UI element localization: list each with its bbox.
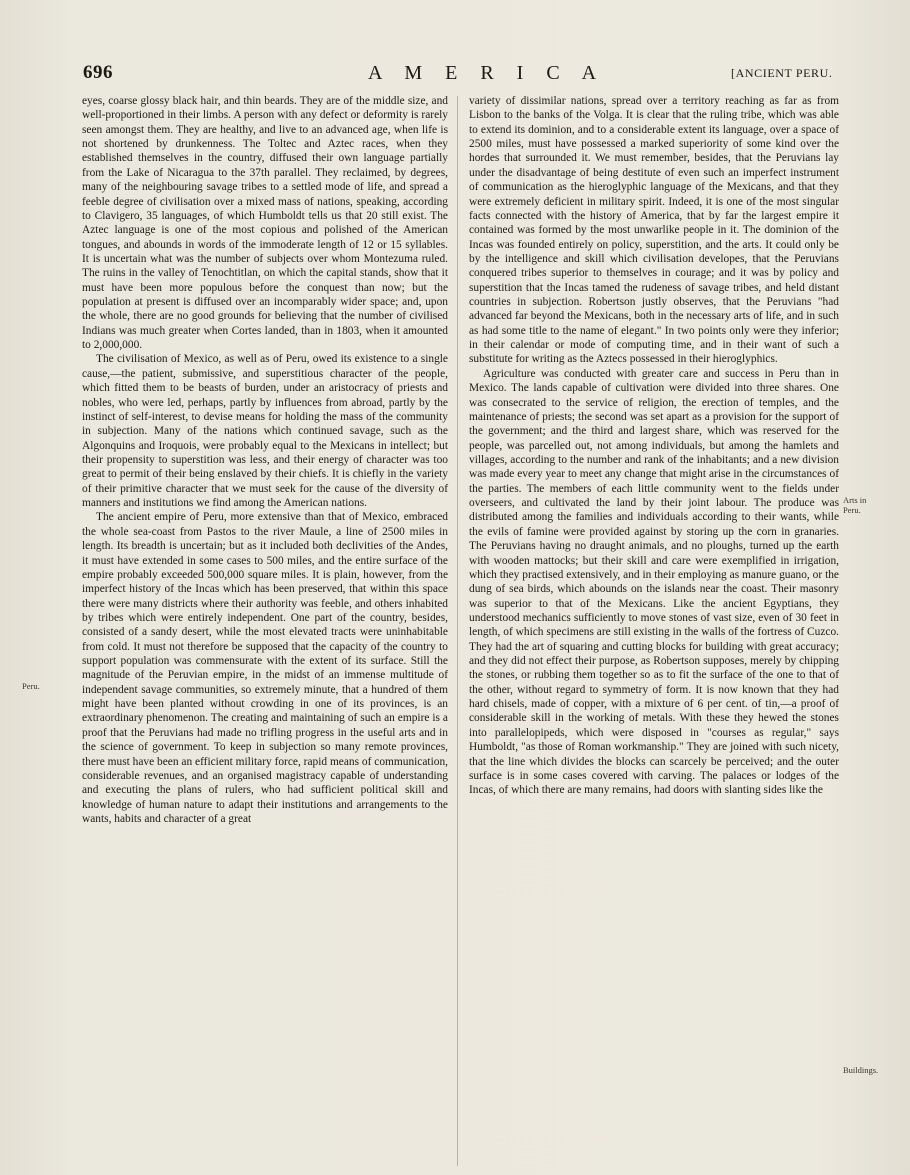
paragraph: eyes, coarse glossy black hair, and thin beards. They are of the middle size, and well-proportioned in their limbs. A person with any defect or deformity is rarely seen amongst them. They are healthy, and live to an advanced age, when life is not shortened by drunkenness. The Toltec and Aztec races, when they established themselves in the country, diffused their own language partially from the Lake of Nicaragua to the 37th parallel. They reclaimed, by degrees, many of the neighbouring savage tribes to a settled mode of life, and spread a feeble degree of civilisation over a mixed mass of nations, speaking, according to Clavigero, 35 languages, of which Humboldt tells us that 20 still exist. The Aztec language is one of the most copious and polished of the American tongues, and abounds in words of the immoderate length of 12 or 15 syllables. It is uncertain what was the number of subjects over whom Montezuma ruled. The ruins in the valley of Tenochtitlan, on which the capital stands, show that it must have been more populous before the conquest than now; but the population at present is diffused over an incomparably wider space; and, upon the whole, there are no good grounds for believing that the number of civilised Indians was much greater when Cortes landed, than in 1803, when it amounted to 2,000,000. <box>82 95 448 352</box>
right-column <box>469 94 839 798</box>
paragraph: The ancient empire of Peru, more extensive than that of Mexico, embraced the whole sea-coast from Pastos to the river Maule, a line of 2500 miles in length. Its breadth is uncertain; but as it included both declivities of the Andes, it must have extended in some cases to 500 miles, and the entire surface of the empire probably exceeded 500,000 square miles. It is plain, however, from the imperfect history of the Incas which has been preserved, that within this space there were many districts where their authority was feeble, and others inhabited by tribes which were entirely independent. One part of the country, besides, consisted of a sandy desert, while the most elevated tracts were uninhabitable from cold. It must not therefore be supposed that the capacity of the country to support population was commensurate with the extent of its surface. Still the magnitude of the Peruvian empire, in the midst of an immense multitude of independent savage communities, so extremely minute, that a hundred of them might have been planted without crowding in one of its provinces, is an extraordinary phenomenon. The creating and maintaining of such an empire is a proof that the Peruvians had made no trifling progress in the useful arts and in the science of government. To keep in subjection so many remote provinces, there must have been an efficient military force, rapid means of communication, considerable revenues, and an organised magistracy capable of understanding and executing the plans of rulers, who had sufficient political skill and knowledge of human nature to adapt their institutions and arrangements to the wants, habits and character of a great <box>82 511 448 825</box>
margin-note-peru: Peru. <box>22 681 40 691</box>
column-divider <box>457 96 458 1166</box>
section-heading: [ANCIENT PERU. <box>731 66 833 80</box>
margin-note-buildings: Buildings. <box>843 1065 879 1075</box>
paragraph: Agriculture was conducted with greater care and success in Peru than in Mexico. The lands capable of cultivation were divided into three shares. One was consecrated to the service of religion, the erection of temples, and the maintenance of priests; the second was set apart as a provision for the support of the government; and the third and largest share, which was reserved for the people, was parcelled out, not among individuals, but among the hamlets and villages, according to the number and rank of the inhabitants; and a new division was made every year to meet any change that might arise in the circumstances of the parties. The members of each little community went to the fields under overseers, and cultivated the land by their joint labour. The produce was distributed among the families and individuals according to their wants, while the evils of famine were provided against by storing up the corn in granaries. The Peruvians having no draught animals, and no ploughs, turned up the earth with wooden mattocks; but their skill and care were exemplified in irrigation, which they practised extensively, and in their employing as manure guano, or the dung of sea birds, which abounds on the islands near the coast. Their masonry was superior to that of the Mexicans. Like the ancient Egyptians, they understood mechanics sufficiently to move stones of vast size, even of 30 feet in length, of which specimens are still existing in the walls of the fortress of Cuzco. They had the art of squaring and cutting blocks for building with great accuracy; and they did not effect their purpose, as Robertson supposes, merely by chipping the stones, or rubbing them together so as to fit the surface of the one to that of the other, without regard to symmetry of form. It is now known that they had hard chisels, made of copper, with a mixture of 6 per cent. of tin,—a proof of considerable skill in the working of metals. With these they hewed the stones into parallelopipeds, which were disposed in "courses as regular," says Humboldt, "as those of Roman workmanship." They are joined with such nicety, that the line which divides the blocks can scarcely be perceived; and the outer surface is in some cases covered with carving. The palaces or lodges of the Incas, of which there are many remains, had doors with slanting sides like the <box>469 367 839 797</box>
paragraph: variety of dissimilar nations, spread over a territory reaching as far as from Lisbon to the banks of the Volga. It is clear that the ruling tribe, which was able to extend its dominion, and to a considerable extent its language, over a space of 2500 miles, must have possessed a marked superiority of some kind over the hordes that surrounded it. We must remember, besides, that the Peruvians lay under the disadvantage of being destitute of even such an imperfect instrument of communication as the hieroglyphic language of the Mexicans, and that they were extremely deficient in military spirit. Indeed, it is one of the most singular facts connected with the history of America, that by far the largest empire it contained was formed by the most unwarlike people in it. The dominion of the Incas was founded entirely on policy, superstition, and the arts. It could only be by the intelligence and skill which civilisation developes, that the Peruvians conquered tribes superior to themselves in courage; and it was by policy and superstition that the Incas tamed the rudeness of savage tribes, and held distant countries in subjection. Robertson justly observes, that the Peruvians "had advanced far beyond the Mexicans, both in the necessary arts of life, and in such as had some title to the name of elegant." In two points only were they inferior; in their calendar or mode of computing time, and in their want of such a substitute for writing as the Aztecs possessed in their hieroglyphics. <box>469 95 839 366</box>
margin-note-arts: Arts in Peru. <box>843 495 867 515</box>
running-title: A M E R I C A <box>368 62 606 84</box>
page-number: 696 <box>83 62 113 83</box>
paragraph: The civilisation of Mexico, as well as of Peru, owed its existence to a single cause,—the patient, submissive, and superstitious character of the people, which fitted them to be beasts of burden, under an aristocracy of priests and nobles, who were led, perhaps, partly by influences from abroad, partly by the instinct of self-interest, to devise means for holding the mass of the community in subjection. Many of the nations which continued savage, such as the Algonquins and Iroquois, were probably equal to the Mexicans in intellect; but their propensity to superstition was less, and their energy of character was too great to permit of their being enslaved by their chiefs. It is chiefly in the variety of their primitive character that we must seek for the cause of the diversity of manners and institutions we find among the American nations. <box>82 353 448 510</box>
left-column <box>82 94 448 826</box>
